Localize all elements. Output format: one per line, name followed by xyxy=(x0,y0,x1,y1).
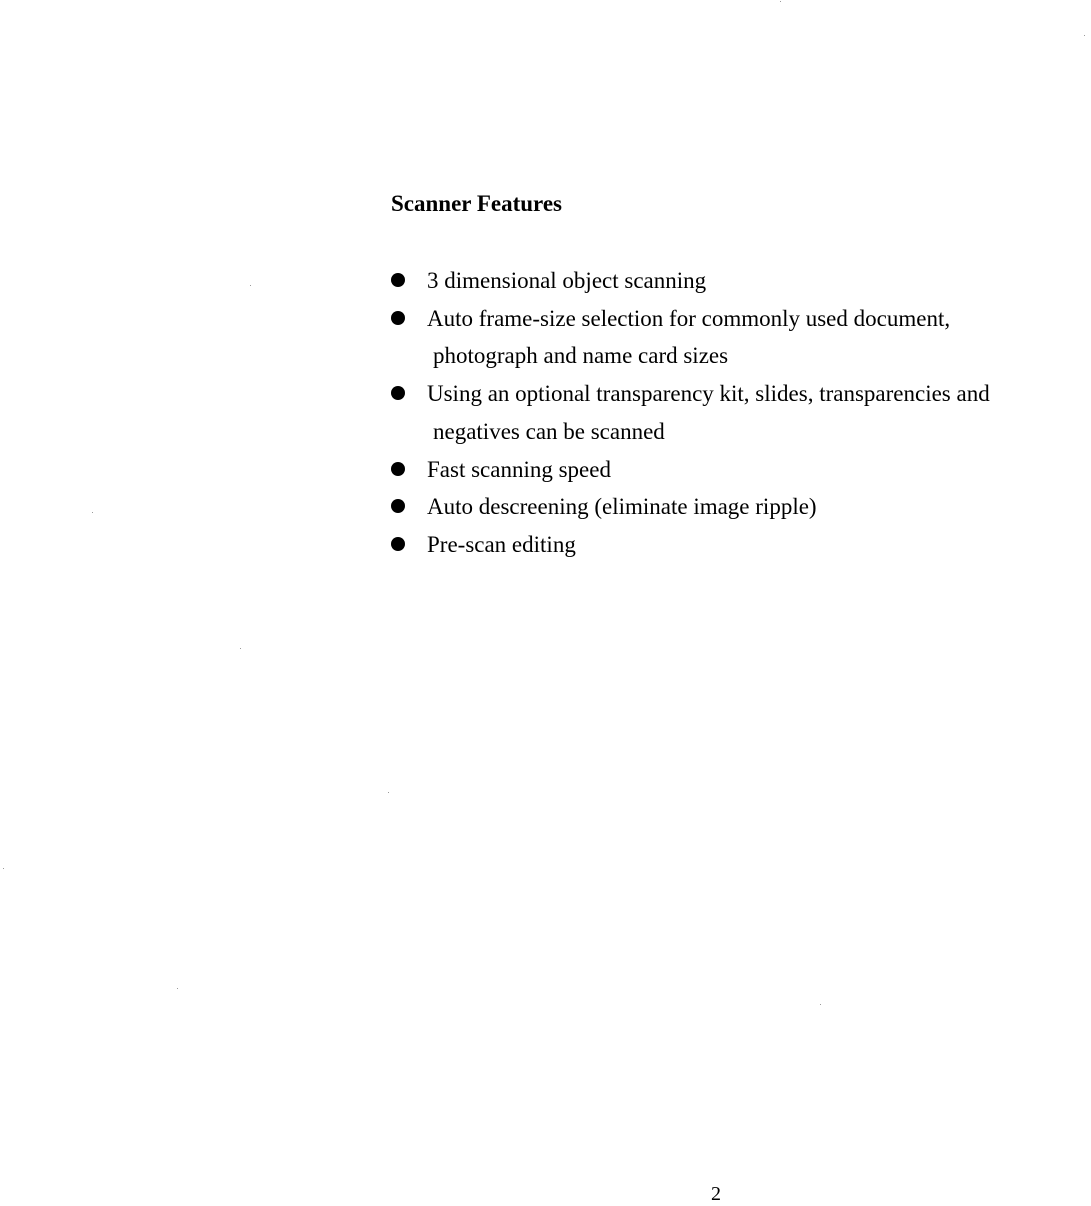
feature-item-auto-descreening xyxy=(391,488,1071,526)
feature-text: 3 dimensional object scanning xyxy=(427,268,707,293)
scan-speck xyxy=(820,1004,821,1005)
feature-text: Using an optional transparency kit, slides, transparencies and xyxy=(427,381,990,407)
scan-speck xyxy=(240,648,241,649)
bullet-icon xyxy=(391,273,405,287)
page-number: 2 xyxy=(711,1183,721,1205)
feature-list xyxy=(391,262,1071,564)
feature-item-pre-scan-editing xyxy=(391,526,1071,564)
feature-item-transparency-kit xyxy=(391,375,1071,450)
bullet-icon xyxy=(391,386,405,400)
feature-item-auto-frame-size xyxy=(391,300,1071,375)
feature-text: Auto frame-size selection for commonly used document, xyxy=(427,305,951,331)
scan-speck xyxy=(388,792,389,793)
feature-text-continued: negatives can be scanned xyxy=(433,418,665,444)
bullet-icon xyxy=(391,462,405,476)
bullet-icon xyxy=(391,499,405,513)
feature-text: Pre-scan editing xyxy=(427,531,576,557)
feature-item-fast-scanning xyxy=(391,451,1071,489)
scan-speck xyxy=(780,1,781,2)
feature-text: Fast scanning speed xyxy=(427,456,611,482)
bullet-icon xyxy=(391,537,405,551)
scan-speck xyxy=(250,285,251,286)
section-heading: Scanner Features xyxy=(391,191,562,216)
bullet-icon xyxy=(391,311,405,325)
feature-text: Auto descreening (eliminate image ripple) xyxy=(427,494,817,520)
scan-speck xyxy=(177,988,178,989)
feature-text-continued: photograph and name card sizes xyxy=(433,343,729,369)
scan-speck xyxy=(92,512,93,513)
scan-speck xyxy=(3,868,4,869)
scan-speck xyxy=(1084,35,1085,36)
feature-item-3d-scanning xyxy=(391,262,1071,300)
